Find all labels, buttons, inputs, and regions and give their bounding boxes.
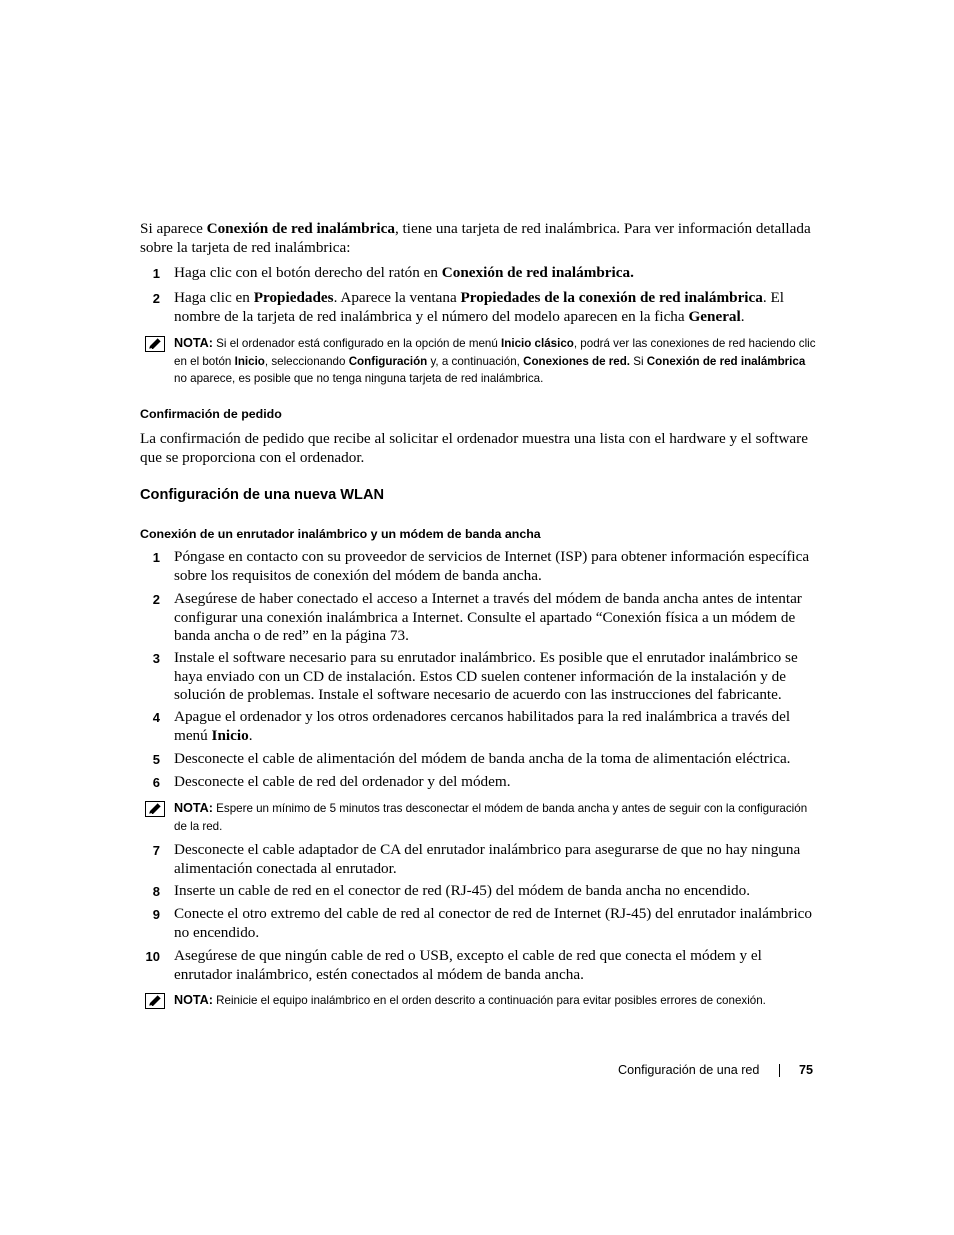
step-text: Desconecte el cable de red del ordenador y del módem. <box>174 773 511 790</box>
intro-term: Conexión de red inalámbrica <box>206 220 395 237</box>
note-text: NOTA: Espere un mínimo de 5 minutos tras desconectar el módem de banda ancha y antes de seguir con la configuración de la red. <box>174 801 808 833</box>
step-text: Asegúrese de haber conectado el acceso a Internet a través del módem de banda ancha antes de intentar configurar una conexión inalámbrica a Internet. Consulte el apartado “Conexión física a un módem de banda ancha o de red” en la página 73. <box>174 590 802 644</box>
step-text: Póngase en contacto con su proveedor de servicios de Internet (ISP) para obtener información específica sobre los requisitos de conexión del módem de banda ancha. <box>174 548 810 584</box>
step-number: 5 <box>152 752 160 767</box>
note-text: NOTA: Si el ordenador está configurado en la opción de menú Inicio clásico, podrá ver las conexiones de red haciendo clic en el botón Inicio, seleccionando Configuración y, a continuación, Conexiones de red. Si Conexión de red inalámbrica no aparece, es posible que no tenga ninguna tarjeta de red inalámbrica. <box>174 336 816 385</box>
footer-divider <box>779 1064 780 1077</box>
router-heading: Conexión de un enrutador inalámbrico y un módem de banda ancha <box>140 527 541 541</box>
order-paragraph: La confirmación de pedido que recibe al solicitar el ordenador muestra una lista con el hardware y el software que se proporciona con el ordenador. <box>140 430 808 466</box>
step-text: Desconecte el cable de alimentación del módem de banda ancha de la toma de alimentación eléctrica. <box>174 750 791 767</box>
step-number: 2 <box>152 592 160 607</box>
step-text: Haga clic en Propiedades. Aparece la ventana Propiedades de la conexión de red inalámbrica. El nombre de la tarjeta de red inalámbrica y el número del modelo aparecen en la ficha General. <box>174 289 784 325</box>
note-label: NOTA: <box>174 993 213 1007</box>
page-number: 75 <box>799 1063 814 1077</box>
step-text: Conecte el otro extremo del cable de red al conector de red de Internet (RJ-45) del enrutador inalámbrico no encendido. <box>174 905 813 941</box>
intro-paragraph: Si aparece Conexión de red inalámbrica, tiene una tarjeta de red inalámbrica. Para ver información detallada sobre la tarjeta de red inalámbrica: <box>140 220 811 256</box>
step-text: Desconecte el cable adaptador de CA del enrutador inalámbrico para asegurarse de que no hay ninguna alimentación conectada al enrutador. <box>174 841 801 877</box>
step-number: 8 <box>152 884 160 899</box>
step-text: Apague el ordenador y los otros ordenadores cercanos habilitados para la red inalámbrica a través del menú Inicio. <box>174 708 791 744</box>
note-pencil-icon <box>145 336 165 352</box>
step-number: 1 <box>152 550 160 565</box>
footer-section-title: Configuración de una red <box>618 1063 760 1077</box>
note-label: NOTA: <box>174 801 213 815</box>
note-pencil-icon <box>145 801 165 817</box>
step-number: 4 <box>152 710 160 725</box>
step-number: 10 <box>145 949 160 964</box>
step-text: Haga clic con el botón derecho del ratón en Conexión de red inalámbrica. <box>174 264 634 281</box>
note-pencil-icon <box>145 993 165 1009</box>
step-text: Asegúrese de que ningún cable de red o USB, excepto el cable de red que conecta el módem y el enrutador inalámbrico, estén conectados al módem de banda ancha. <box>174 947 762 983</box>
step-text: Inserte un cable de red en el conector de red (RJ-45) del módem de banda ancha no encendido. <box>174 882 751 899</box>
step-number: 6 <box>152 775 160 790</box>
order-heading: Confirmación de pedido <box>140 407 282 421</box>
step-text: Instale el software necesario para su enrutador inalámbrico. Es posible que el enrutador inalámbrico se haya enviado con un CD de instalación. Estos CD suelen contener información de la instalación y de solución de problemas. Instale el software necesario de acuerdo con las instrucciones del fabricante. <box>174 649 798 703</box>
step-number: 3 <box>152 651 160 666</box>
wlan-heading: Configuración de una nueva WLAN <box>140 487 385 503</box>
step-number: 7 <box>152 843 160 858</box>
note-label: NOTA: <box>174 336 213 350</box>
step-number: 1 <box>152 266 160 281</box>
step-number: 9 <box>152 907 160 922</box>
step-number: 2 <box>152 291 160 306</box>
note-text: NOTA: Reinicie el equipo inalámbrico en el orden descrito a continuación para evitar posibles errores de conexión. <box>174 993 766 1007</box>
